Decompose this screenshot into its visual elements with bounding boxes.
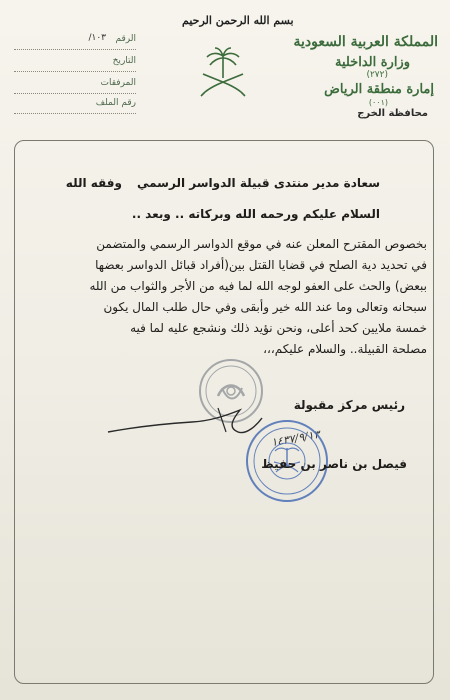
greeting-line: السلام عليكم ورحمه الله وبركاته .. وبعد .. (131, 207, 380, 221)
letterhead-emirate: إمارة منطقة الرياض (324, 82, 434, 97)
letterhead-ministry-code: (٢٧٢) (366, 70, 388, 80)
letterhead-governorate: محافظة الخرج (357, 108, 428, 119)
meta-number-label: الرقم (115, 34, 136, 44)
body-line: سبحانه وتعالى وما عند الله خير وأبقى وفي حال طلب المال يكون (103, 300, 427, 314)
meta-date-label: التاريخ (112, 56, 136, 66)
recipient-wish: وفقه الله (65, 176, 122, 190)
letterhead-emirate-code: (٠٠١) (368, 98, 388, 107)
signatory-name: فيصل بن ناصر بن حفيظ (261, 457, 407, 471)
body-line: ببعض) والحث على العفو لوجه الله لما فيه من الأجر والثواب من الله (89, 279, 427, 293)
letterhead-kingdom: المملكة العربية السعودية (293, 34, 438, 50)
meta-number-value: ١٠٣/ (88, 33, 106, 43)
signatory-title: رئيس مركز مقبولة (293, 398, 405, 412)
meta-file (14, 98, 136, 116)
meta-file-label: رقم الملف (95, 98, 136, 108)
palm-tree-crossed-swords-icon (193, 44, 253, 104)
basmala: بسم الله الرحمن الرحيم (182, 14, 294, 27)
body-line: مصلحة القبيلة.. والسلام عليكم،،، (263, 342, 427, 356)
meta-number (14, 34, 136, 52)
meta-attachments (14, 78, 136, 96)
handwritten-date: ١٤٣٧/٩/١٣ (270, 427, 321, 450)
letterhead-ministry: وزارة الداخلية (334, 55, 410, 70)
recipient-line: سعادة مدير منتدى قبيلة الدواسر الرسمي (137, 176, 380, 190)
body-line: في تحديد دية الصلح في قضايا القتل بين(أفراد قبائل الدواسر بعضها (95, 258, 427, 272)
body-line: بخصوص المقترح المعلن عنه في موقع الدواسر الرسمي والمتضمن (96, 237, 427, 251)
body-line: خمسة ملايين كحد أعلى، ونحن نؤيد ذلك ونشجع عليه لما فيه (130, 321, 427, 335)
meta-date (14, 56, 136, 74)
meta-attachments-label: المرفقات (100, 78, 136, 88)
